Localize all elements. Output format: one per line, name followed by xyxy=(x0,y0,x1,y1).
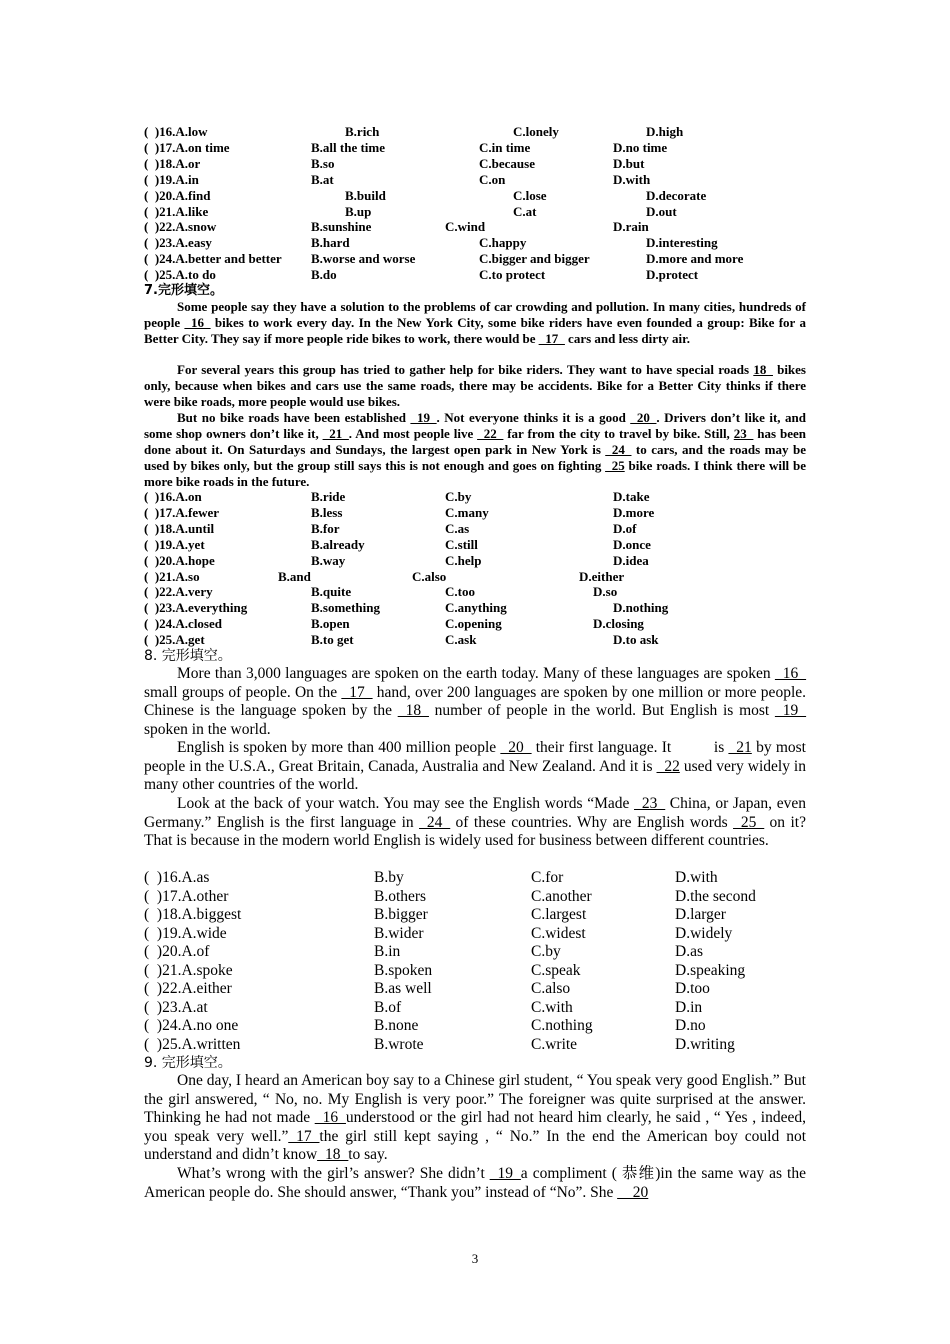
blank-number: _19_ xyxy=(774,702,806,719)
option-choice: B.build xyxy=(345,187,386,203)
option-row xyxy=(144,943,806,962)
blank-number: _16_ xyxy=(775,665,806,682)
option-choice: B.to get xyxy=(311,632,354,648)
option-choice: D.but xyxy=(613,155,645,171)
option-row xyxy=(144,584,806,600)
blank-number: _17_ xyxy=(288,1127,320,1145)
option-choice: D.protect xyxy=(646,267,699,283)
section9-heading: 9. 完形填空。 xyxy=(144,1055,232,1071)
option-choice: B.rich xyxy=(345,124,380,139)
paragraph-text: a compliment ( 恭维)in the same way as the American people do. She should answer, “Thank you” instead of “No”. She xyxy=(144,1165,806,1201)
paragraph-text: has been done about it. On Saturdays and Sundays, the largest open park in New York is xyxy=(144,426,806,457)
paragraph-text: far from the city to travel by bike. Still, xyxy=(503,426,734,441)
option-choice: C.also xyxy=(412,568,447,584)
option-choice: D.rain xyxy=(613,219,649,235)
option-choice: D.too xyxy=(675,980,710,997)
blank-number: __20 xyxy=(617,1183,649,1201)
question-option-a: ( )18.A.or xyxy=(144,155,201,171)
option-row xyxy=(144,156,806,172)
blank-number: _20_ xyxy=(500,739,532,756)
section9-paragraph-2 xyxy=(144,1165,806,1202)
question-option-a: ( )17.A.on time xyxy=(144,139,230,155)
option-choice: B.hard xyxy=(311,235,350,251)
option-choice: D.high xyxy=(646,124,684,139)
option-row xyxy=(144,140,806,156)
blank-number: _16_ xyxy=(314,1109,346,1126)
option-row xyxy=(144,569,806,585)
option-row xyxy=(144,521,806,537)
option-choice: C.happy xyxy=(479,235,527,251)
section8-paragraph-1 xyxy=(144,665,806,739)
blank-number: _24_ xyxy=(419,813,451,831)
option-choice: D.with xyxy=(613,171,651,187)
option-choice: C.lose xyxy=(513,187,547,203)
paragraph-text: number of people in the world. But English is most xyxy=(428,702,775,719)
option-choice: B.in xyxy=(374,943,401,960)
option-choice: B.of xyxy=(374,998,402,1016)
option-choice: B.for xyxy=(311,520,340,536)
option-choice: D.closing xyxy=(593,616,644,632)
section8-heading: 8. 完形填空。 xyxy=(144,648,232,664)
blank-number: _18_ xyxy=(397,702,429,719)
blank-number: _19_ xyxy=(489,1165,521,1182)
option-choice: D.out xyxy=(646,203,677,219)
option-choice: D.more xyxy=(613,504,655,520)
blank-number: _18_ xyxy=(317,1146,349,1163)
option-choice: B.at xyxy=(311,171,334,187)
paragraph-text: China, or Japan, even Germany.” English is the first language in xyxy=(144,795,806,831)
option-choice: C.also xyxy=(531,980,571,997)
option-choice: C.too xyxy=(445,584,475,600)
question-option-a: ( )16.A.on xyxy=(144,489,202,504)
question-option-a: ( )25.A.written xyxy=(144,1035,241,1053)
option-choice: B.by xyxy=(374,869,404,886)
option-choice: D.widely xyxy=(675,924,733,942)
question-option-a: ( )24.A.closed xyxy=(144,616,222,632)
option-choice: B.do xyxy=(311,267,337,283)
option-choice: B.none xyxy=(374,1017,419,1034)
option-choice: C.help xyxy=(445,552,482,568)
option-row xyxy=(144,999,806,1018)
paragraph-text: bike roads. I think there will be more bike roads in the future. xyxy=(144,458,807,489)
blank-number: _19_ xyxy=(410,410,437,425)
blank-number: _23_ xyxy=(634,795,666,812)
option-choice: D.idea xyxy=(613,552,649,568)
option-choice: C.anything xyxy=(445,600,507,616)
option-row xyxy=(144,888,806,907)
blank-number: 18_ xyxy=(753,362,773,377)
section7-paragraph-3 xyxy=(144,410,806,490)
blank-number: _16_ xyxy=(184,315,211,330)
question-option-a: ( )19.A.wide xyxy=(144,924,227,942)
question-option-a: ( )24.A.better and better xyxy=(144,251,282,267)
option-row xyxy=(144,219,806,235)
paragraph-text: on it? That is because in the modern world English is widely used for business between different countries. xyxy=(144,813,806,849)
option-choice: D.more and more xyxy=(646,251,744,267)
paragraph-text: the girl still kept saying , “ No.” In the end the American boy could not understand and didn’t know xyxy=(144,1127,807,1163)
option-row xyxy=(144,632,806,648)
paragraph-text: bikes only, because when bikes and cars use the same roads, there may be accidents. Bike for a Better City thinks if there were bike roads, more people would use bikes. xyxy=(144,362,806,409)
question-option-a: ( )24.A.no one xyxy=(144,1017,239,1034)
blank-number: _24_ xyxy=(605,442,632,457)
option-choice: B.as well xyxy=(374,980,432,997)
option-choice: C.by xyxy=(531,943,561,960)
option-choice: C.ask xyxy=(445,632,477,648)
question-option-a: ( )25.A.get xyxy=(144,632,205,648)
option-choice: D.take xyxy=(613,489,650,504)
option-choice: B.already xyxy=(311,536,365,552)
option-choice: C.in time xyxy=(479,139,531,155)
blank-number: 23_ xyxy=(733,426,754,441)
option-row xyxy=(144,1017,806,1036)
option-row xyxy=(144,537,806,553)
question-option-a: ( )22.A.snow xyxy=(144,219,217,235)
paragraph-text: Some people say they have a solution to the problems of car crowding and pollution. In many cities, hundreds of people xyxy=(144,299,806,330)
option-choice: B.open xyxy=(311,616,350,632)
option-choice: D.in xyxy=(675,998,703,1016)
section7-paragraph-1 xyxy=(144,299,806,347)
option-choice: D.as xyxy=(675,943,703,960)
paragraph-text: spoken in the world. xyxy=(144,720,271,738)
question-option-a: ( )23.A.everything xyxy=(144,600,248,616)
paragraph-text: used very widely in many other countries of the world. xyxy=(144,757,806,793)
option-choice: D.so xyxy=(593,584,618,600)
option-row xyxy=(144,600,806,616)
blank-number: _17_ xyxy=(538,331,565,346)
option-row xyxy=(144,553,806,569)
option-row xyxy=(144,925,806,944)
option-choice: D.nothing xyxy=(613,600,669,616)
option-choice: B.wrote xyxy=(374,1035,424,1053)
option-choice: C.for xyxy=(531,869,564,886)
option-choice: C.write xyxy=(531,1035,578,1053)
option-row xyxy=(144,204,806,220)
blank-number: _21_ xyxy=(322,426,349,441)
paragraph-text: Look at the back of your watch. You may see the English words “Made xyxy=(177,795,635,812)
question-option-a: ( )17.A.fewer xyxy=(144,504,220,520)
option-choice: C.at xyxy=(513,203,537,219)
section8-paragraph-2 xyxy=(144,739,806,795)
question-option-a: ( )21.A.so xyxy=(144,568,200,584)
blank-number: _22 xyxy=(656,757,680,775)
option-choice: D.with xyxy=(675,869,718,886)
option-choice: D.the second xyxy=(675,887,756,905)
paragraph-text: . Not everyone thinks it is a good xyxy=(436,410,631,425)
paragraph-text: English is spoken by more than 400 million people xyxy=(177,739,501,756)
option-choice: D.to ask xyxy=(613,632,659,648)
paragraph-text: . And most people live xyxy=(348,426,478,441)
question-option-a: ( )21.A.like xyxy=(144,203,209,219)
option-row xyxy=(144,1036,806,1055)
blank-number: _20_ xyxy=(630,410,657,425)
option-choice: B.sunshine xyxy=(311,219,372,235)
option-choice: D.no time xyxy=(613,139,668,155)
option-row xyxy=(144,172,806,188)
paragraph-text: by most people in the U.S.A., Great Britain, Canada, Australia and New Zealand. And it is xyxy=(144,739,806,775)
option-choice: B.way xyxy=(311,552,346,568)
option-choice: C.many xyxy=(445,504,489,520)
question-option-a: ( )16.A.low xyxy=(144,124,208,139)
option-choice: B.wider xyxy=(374,924,424,942)
option-row xyxy=(144,124,806,140)
option-choice: D.interesting xyxy=(646,235,718,251)
paragraph-text: of these countries. Why are English words xyxy=(450,813,734,831)
option-choice: D.of xyxy=(613,520,637,536)
paragraph-text: More than 3,000 languages are spoken on the earth today. Many of these languages are spoken xyxy=(177,665,775,682)
option-choice: B.all the time xyxy=(311,139,386,155)
option-choice: C.widest xyxy=(531,924,586,942)
paragraph-text: to say. xyxy=(348,1146,388,1163)
question-option-a: ( )22.A.very xyxy=(144,584,213,600)
option-choice: B.others xyxy=(374,887,427,905)
blank-number: _17_ xyxy=(341,683,373,701)
question-option-a: ( )18.A.biggest xyxy=(144,906,242,923)
option-choice: B.bigger xyxy=(374,906,428,923)
blank-number: _25 xyxy=(605,458,625,473)
option-row xyxy=(144,489,806,505)
option-choice: C.with xyxy=(531,998,573,1016)
section9-paragraph-1 xyxy=(144,1072,806,1165)
paragraph-text: What’s wrong with the girl’s answer? She didn’t xyxy=(177,1165,490,1182)
option-choice: C.nothing xyxy=(531,1017,593,1034)
option-choice: C.to protect xyxy=(479,267,546,283)
question-option-a: ( )16.A.as xyxy=(144,869,210,886)
option-choice: D.writing xyxy=(675,1035,735,1053)
paragraph-text: bikes to work every day. In the New York City, some bike riders have even founded a group: Bike for a Better City. They say if more people ride bikes to work, there would be xyxy=(144,315,806,346)
option-row xyxy=(144,616,806,632)
option-choice: C.still xyxy=(445,536,478,552)
option-choice: D.no xyxy=(675,1017,706,1034)
paragraph-text: hand, over 200 languages are spoken by one million or more people. Chinese is the language spoken by the xyxy=(144,683,806,719)
option-choice: B.worse and worse xyxy=(311,251,416,267)
paragraph-text: to cars, and the roads may be used by bikes only, but the group still says this is not enough and goes on fighting xyxy=(144,442,806,473)
option-row xyxy=(144,235,806,251)
page-number: 3 xyxy=(471,1251,479,1266)
option-row xyxy=(144,980,806,999)
section7-paragraph-2 xyxy=(144,362,806,410)
option-choice: C.by xyxy=(445,489,472,504)
option-choice: C.opening xyxy=(445,616,502,632)
question-option-a: ( )20.A.hope xyxy=(144,552,215,568)
question-option-a: ( )23.A.easy xyxy=(144,235,212,251)
question-option-a: ( )20.A.find xyxy=(144,187,211,203)
option-choice: B.so xyxy=(311,155,335,171)
question-option-a: ( )21.A.spoke xyxy=(144,961,233,979)
paragraph-text: small groups of people. On the xyxy=(144,683,342,701)
option-choice: C.lonely xyxy=(513,124,559,139)
option-choice: C.because xyxy=(479,155,535,171)
question-option-a: ( )17.A.other xyxy=(144,887,229,905)
option-choice: C.wind xyxy=(445,219,486,235)
option-row xyxy=(144,267,806,283)
question-option-a: ( )19.A.yet xyxy=(144,536,205,552)
question-option-a: ( )18.A.until xyxy=(144,520,215,536)
option-row xyxy=(144,869,806,888)
paragraph-text: For several years this group has tried to gather help for bike riders. They want to have special roads xyxy=(177,362,754,377)
option-choice: B.up xyxy=(345,203,372,219)
blank-number: _22_ xyxy=(477,426,504,441)
blank-number: _21 xyxy=(728,739,752,756)
question-option-a: ( )23.A.at xyxy=(144,998,208,1016)
option-row xyxy=(144,251,806,267)
section7-heading: 7.完形填空。 xyxy=(144,283,223,298)
option-choice: B.and xyxy=(278,568,311,584)
option-choice: D.larger xyxy=(675,906,726,923)
option-choice: D.either xyxy=(579,568,625,584)
option-choice: D.decorate xyxy=(646,187,707,203)
question-option-a: ( )19.A.in xyxy=(144,171,199,187)
option-choice: C.another xyxy=(531,887,592,905)
option-row xyxy=(144,188,806,204)
option-choice: B.quite xyxy=(311,584,352,600)
option-row xyxy=(144,962,806,981)
question-option-a: ( )20.A.of xyxy=(144,943,210,960)
option-choice: C.on xyxy=(479,171,506,187)
option-choice: D.speaking xyxy=(675,961,746,979)
option-choice: C.bigger and bigger xyxy=(479,251,590,267)
option-choice: C.speak xyxy=(531,961,581,979)
paragraph-text: But no bike roads have been established xyxy=(177,410,411,425)
paragraph-text: their first language. It is xyxy=(531,739,729,756)
question-option-a: ( )25.A.to do xyxy=(144,267,216,283)
option-choice: B.something xyxy=(311,600,380,616)
section8-paragraph-3 xyxy=(144,795,806,851)
paragraph-text: . Drivers don’t like it, and some shop owners don’t like it, xyxy=(144,410,806,441)
option-choice: B.less xyxy=(311,504,343,520)
option-choice: B.ride xyxy=(311,489,346,504)
option-choice: B.spoken xyxy=(374,961,433,979)
option-choice: D.once xyxy=(613,536,651,552)
paragraph-text: One day, I heard an American boy say to a Chinese girl student, “ You speak very good English.” But the girl answered, “ No, no. My English is very poor.” The foreigner was quite surprised at the answer. Thinking he had not made xyxy=(144,1072,806,1126)
paragraph-text: cars and less dirty air. xyxy=(564,331,690,346)
option-row xyxy=(144,906,806,925)
option-choice: C.as xyxy=(445,520,470,536)
option-choice: C.largest xyxy=(531,906,587,923)
blank-number: _25_ xyxy=(733,813,765,831)
option-row xyxy=(144,505,806,521)
paragraph-text: understood or the girl had not heard him clearly, he said , “ Yes , indeed, you speak very well.” xyxy=(144,1109,806,1145)
question-option-a: ( )22.A.either xyxy=(144,980,232,997)
